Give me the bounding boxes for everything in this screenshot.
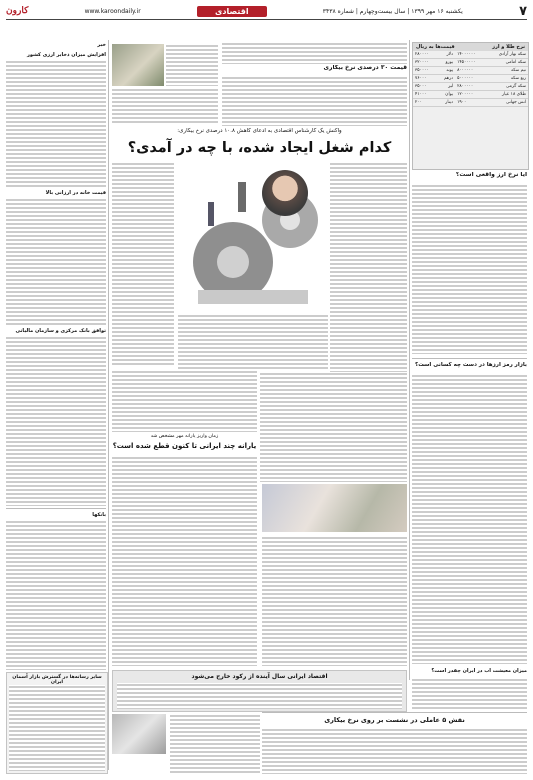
market-item-price: ۳۵۰۰۰۰	[413, 67, 437, 75]
left-col-sub1: افزایش میزان ذخایر ارزی کشور	[26, 52, 106, 58]
market-item-name: ربع سکه	[486, 75, 528, 83]
left-col-sub3: توافق بانک مرکزی و سازمان مالیاتی	[15, 328, 106, 334]
main-story-col1	[330, 162, 407, 372]
market-table	[412, 42, 529, 170]
market-item-price: ۱۹۰۰	[455, 99, 485, 107]
main-story-col5	[112, 370, 257, 432]
market-item-price: ۸۰۰۰۰۰۰	[455, 67, 485, 75]
page-number: ۷	[519, 3, 527, 19]
market-item-price: ۱۴۰۰۰۰۰۰	[455, 51, 485, 59]
middle-story-text2	[262, 536, 407, 666]
market-item-name: دلار	[437, 51, 455, 59]
bottom-center-headline: اقتصاد ایرانی سال آینده از رکود خارج می‌شود	[191, 673, 328, 680]
column-divider-left	[108, 40, 109, 770]
right-col-text	[412, 184, 527, 354]
website: www.karoondaily.ir	[84, 7, 141, 15]
middle-story-text	[112, 456, 257, 666]
top-strip-text	[222, 42, 407, 64]
market-item-price: ۲۸۰۰۰۰۰	[455, 83, 485, 91]
main-headline: کدام شغل ایجاد شده، با چه در آمدی؟	[127, 140, 392, 156]
market-item-price: ۱۲۰۰۰۰۰	[455, 91, 485, 99]
left-col-title: خبر	[97, 42, 106, 48]
main-story-col4	[260, 372, 407, 482]
coins-photo	[112, 714, 166, 754]
masthead	[6, 4, 527, 18]
market-row	[413, 67, 528, 75]
main-story-col2	[178, 314, 328, 370]
masthead-rule	[6, 19, 527, 20]
market-item-name: پوند	[437, 67, 455, 75]
right-col-headline: آیا نرخ ارز واقعی است؟	[455, 172, 527, 178]
middle-headline: یارانه چند ایرانی تا کنون قطع شده است؟	[112, 442, 257, 450]
money-photo	[112, 44, 164, 86]
right-col-text2	[412, 374, 527, 664]
market-item-price: ۷۶۰۰۰	[413, 75, 437, 83]
market-item-name: سکه گرمی	[486, 83, 528, 91]
market-item-price: ۴۱۰۰۰	[413, 91, 437, 99]
market-item-name: دینار	[437, 99, 455, 107]
market-row	[413, 91, 528, 99]
left-col-text1	[6, 60, 106, 188]
bottom-right-text	[262, 728, 527, 774]
market-item-price: ۲۸۰۰۰۰	[413, 51, 437, 59]
bottom-left-sub: بانکها	[92, 512, 106, 518]
market-item-price: ۱۴۵۰۰۰۰۰	[455, 59, 485, 67]
market-item-name: یوان	[437, 91, 455, 99]
left-col-sub2: قیمت خانه در ارزانی بالا	[45, 190, 106, 196]
market-item-price: ۵۰۰۰۰۰۰	[455, 75, 485, 83]
market-item-name: طلای ۱۸ عیار	[486, 91, 528, 99]
section-tab: اقتصادی	[197, 6, 267, 17]
market-item-price: ۲۰۰	[413, 99, 437, 107]
market-item-price: ۳۲۰۰۰۰	[413, 59, 437, 67]
date-line: یکشنبه ۱۶ مهر ۱۳۹۹ | سال بیست‌وچهارم | شماره ۳۴۳۸	[322, 7, 463, 15]
main-kicker: واکنش یک کارشناس اقتصادی به ادعای کاهش ۱۰.۸ درصدی نرخ بیکاری:	[177, 128, 342, 134]
expert-portrait	[262, 170, 308, 216]
bottom-center-box	[112, 670, 407, 712]
bottom-left-headline: سایر رسانه‌ها در گسترش بازار آسمان ایران	[12, 675, 102, 685]
top-strip-text2	[222, 76, 407, 126]
market-title: نرخ طلا و ارز	[492, 44, 525, 50]
market-row	[413, 75, 528, 83]
market-unit: قیمت‌ها به ریال	[416, 44, 455, 50]
market-row	[413, 59, 528, 67]
main-story-col3	[112, 162, 174, 367]
middle-kicker: زمان واریز یارانه مهر مشخص شد	[150, 434, 219, 439]
column-divider-right	[409, 40, 410, 680]
market-item-name: نیم سکه	[486, 67, 528, 75]
bottom-right-headline2: نقش ۵ عاملی در نشست بر روی نرخ بیکاری	[324, 716, 465, 724]
bottom-left-box	[6, 672, 108, 774]
market-row	[413, 99, 528, 107]
left-col-text2	[6, 198, 106, 326]
market-item-name: سکه بهار آزادی	[486, 51, 528, 59]
top-right-headline: قیمت ۳۰ درصدی نرخ بیکاری	[323, 65, 407, 71]
right-col-headline2: بازار رمز ارزها در دست چه کسانی است؟	[415, 362, 527, 368]
market-item-name: سکه امامی	[486, 59, 528, 67]
market-item-name: انس جهانی	[486, 99, 528, 107]
newspaper-logo: کارون	[6, 6, 29, 16]
market-item-name: درهم	[437, 75, 455, 83]
bottom-right-headline: میزان معیشت آب در ایران چقدر است؟	[431, 668, 527, 674]
banknotes-photo	[262, 484, 407, 532]
market-row	[413, 83, 528, 91]
market-row	[413, 51, 528, 59]
left-col-text4	[6, 520, 106, 670]
market-item-price: ۳۵۰۰۰	[413, 83, 437, 91]
left-col-text3	[6, 336, 106, 506]
market-item-name: یورو	[437, 59, 455, 67]
market-item-name: لیر	[437, 83, 455, 91]
